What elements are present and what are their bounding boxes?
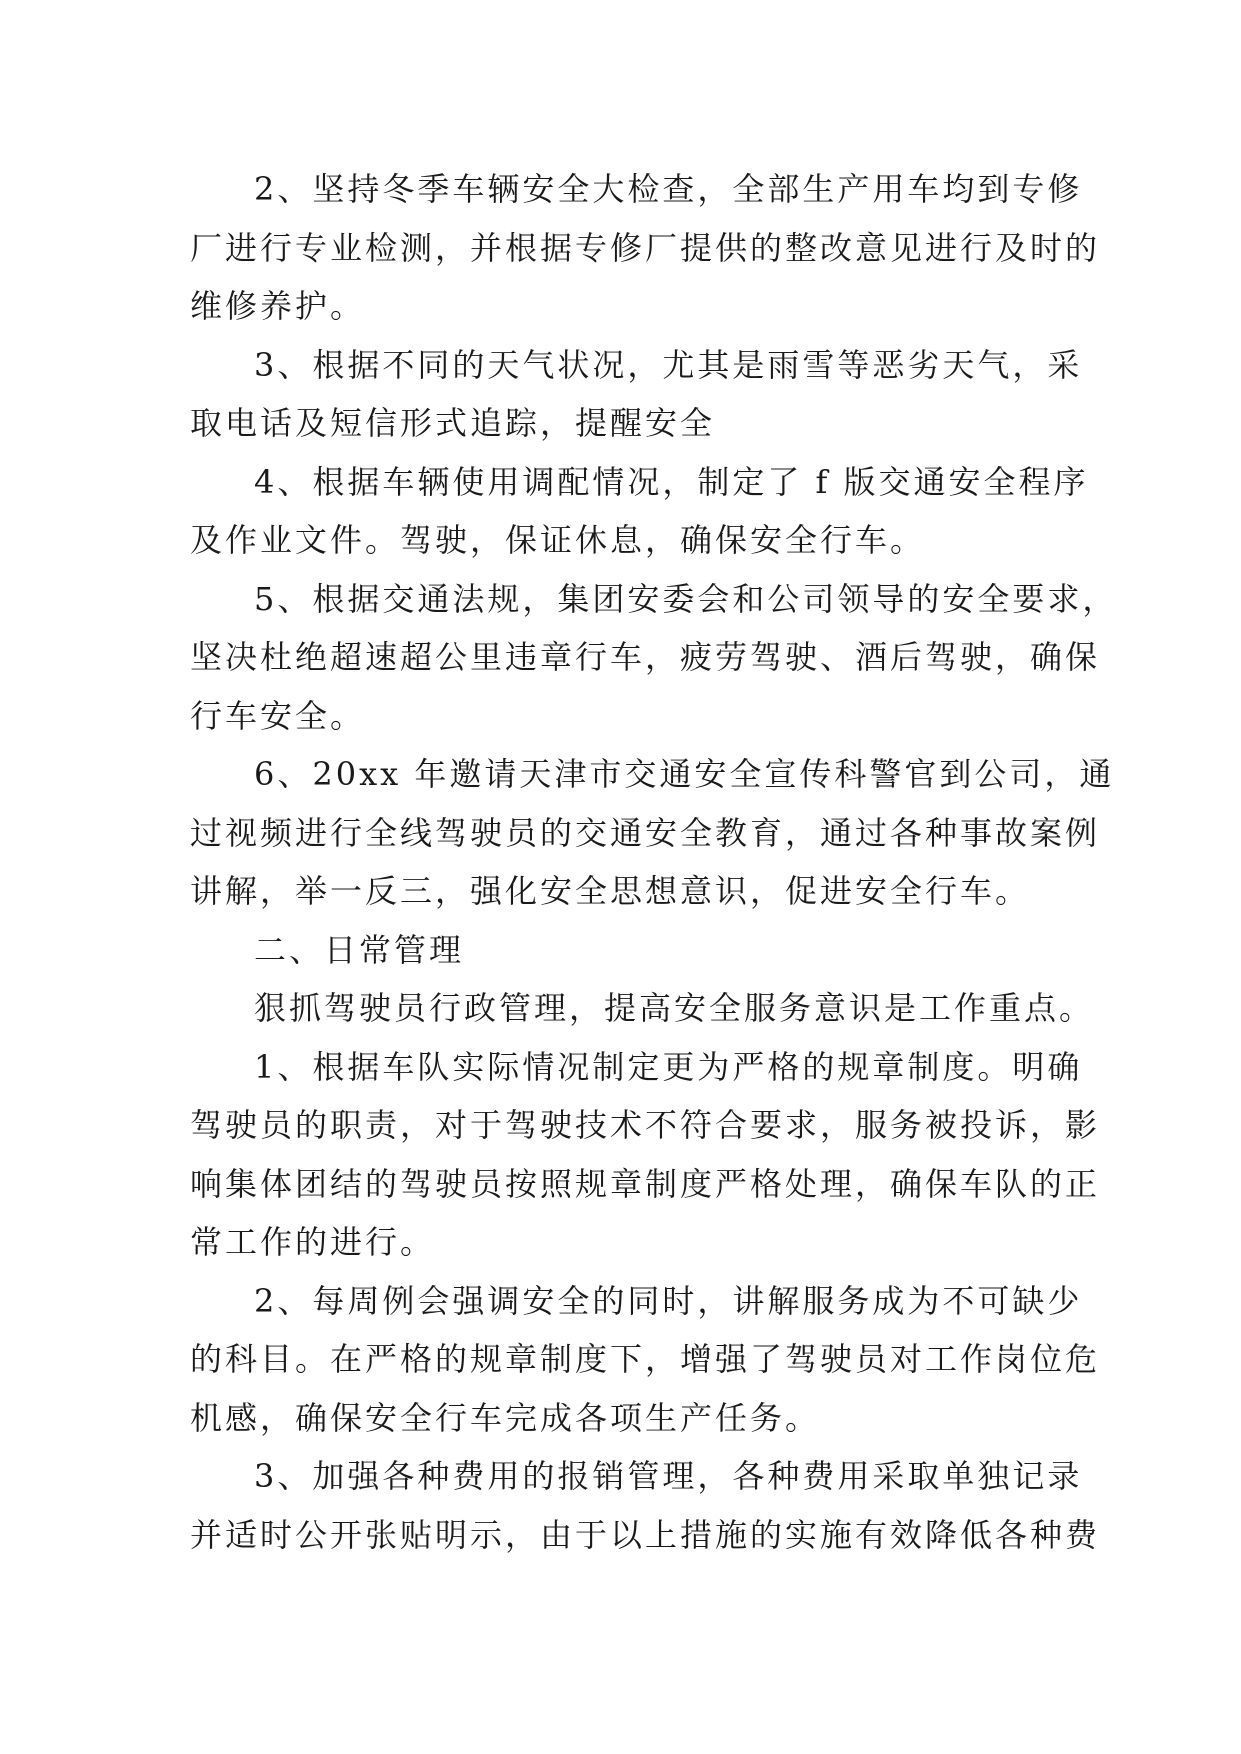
text-line: 行车安全。	[190, 696, 366, 735]
paragraph-regulations	[190, 570, 1118, 746]
paragraph-weekly	[190, 1272, 1101, 1448]
document-body	[190, 160, 1118, 1564]
text-line: 维修养护。	[190, 287, 366, 325]
text-line: 2、坚持冬季车辆安全大检查，全部生产用车均到专修	[254, 170, 1083, 208]
paragraph-weather	[190, 336, 1083, 453]
text-line: 4、根据车辆使用调配情况，制定了 f 版交通安全程序	[254, 462, 1089, 501]
paragraph-education	[190, 745, 1115, 921]
text-line: 常工作的进行。	[190, 1223, 436, 1261]
text-line: 取电话及短信形式追踪，提醒安全	[190, 404, 716, 442]
paragraph-vehicle-check	[190, 160, 1101, 336]
paragraph-dispatch	[190, 453, 1089, 570]
text-line: 1、根据车队实际情况制定更为严格的规章制度。明确	[254, 1047, 1083, 1086]
text-line: 响集体团结的驾驶员按照规章制度严格处理，确保车队的正	[190, 1164, 1101, 1203]
paragraph-admin	[190, 979, 1095, 1038]
text-line: 并适时公开张贴明示，由于以上措施的实施有效降低各种费	[190, 1515, 1101, 1554]
text-line: 3、根据不同的天气状况，尤其是雨雪等恶劣天气，采	[254, 345, 1083, 384]
text-line: 狠抓驾驶员行政管理，提高安全服务意识是工作重点。	[254, 989, 1095, 1027]
text-line: 坚决杜绝超速超公里违章行车，疲劳驾驶、酒后驾驶，确保	[190, 638, 1101, 676]
text-line: 机感，确保安全行车完成各项生产任务。	[190, 1398, 821, 1437]
text-line: 二、日常管理	[254, 930, 465, 969]
text-line: 3、加强各种费用的报销管理，各种费用采取单独记录	[254, 1457, 1083, 1495]
text-line: 厂进行专业检测，并根据专修厂提供的整改意见进行及时的	[190, 228, 1101, 267]
text-line: 5、根据交通法规，集团安委会和公司领导的安全要求，	[254, 579, 1118, 618]
text-line: 的科目。在严格的规章制度下，增强了驾驶员对工作岗位危	[190, 1340, 1101, 1378]
paragraph-expenses	[190, 1447, 1101, 1564]
text-line: 及作业文件。驾驶，保证休息，确保安全行车。	[190, 521, 926, 559]
text-line: 讲解，举一反三，强化安全思想意识，促进安全行车。	[190, 872, 1031, 910]
text-line: 2、每周例会强调安全的同时，讲解服务成为不可缺少	[254, 1281, 1083, 1320]
paragraph-rules	[190, 1038, 1101, 1272]
paragraph-heading-daily	[190, 921, 1055, 980]
text-line: 6、20xx 年邀请天津市交通安全宣传科警官到公司，通	[254, 755, 1115, 793]
text-line: 驾驶员的职责，对于驾驶技术不符合要求，服务被投诉，影	[190, 1106, 1101, 1144]
text-line: 过视频进行全线驾驶员的交通安全教育，通过各种事故案例	[190, 813, 1101, 852]
